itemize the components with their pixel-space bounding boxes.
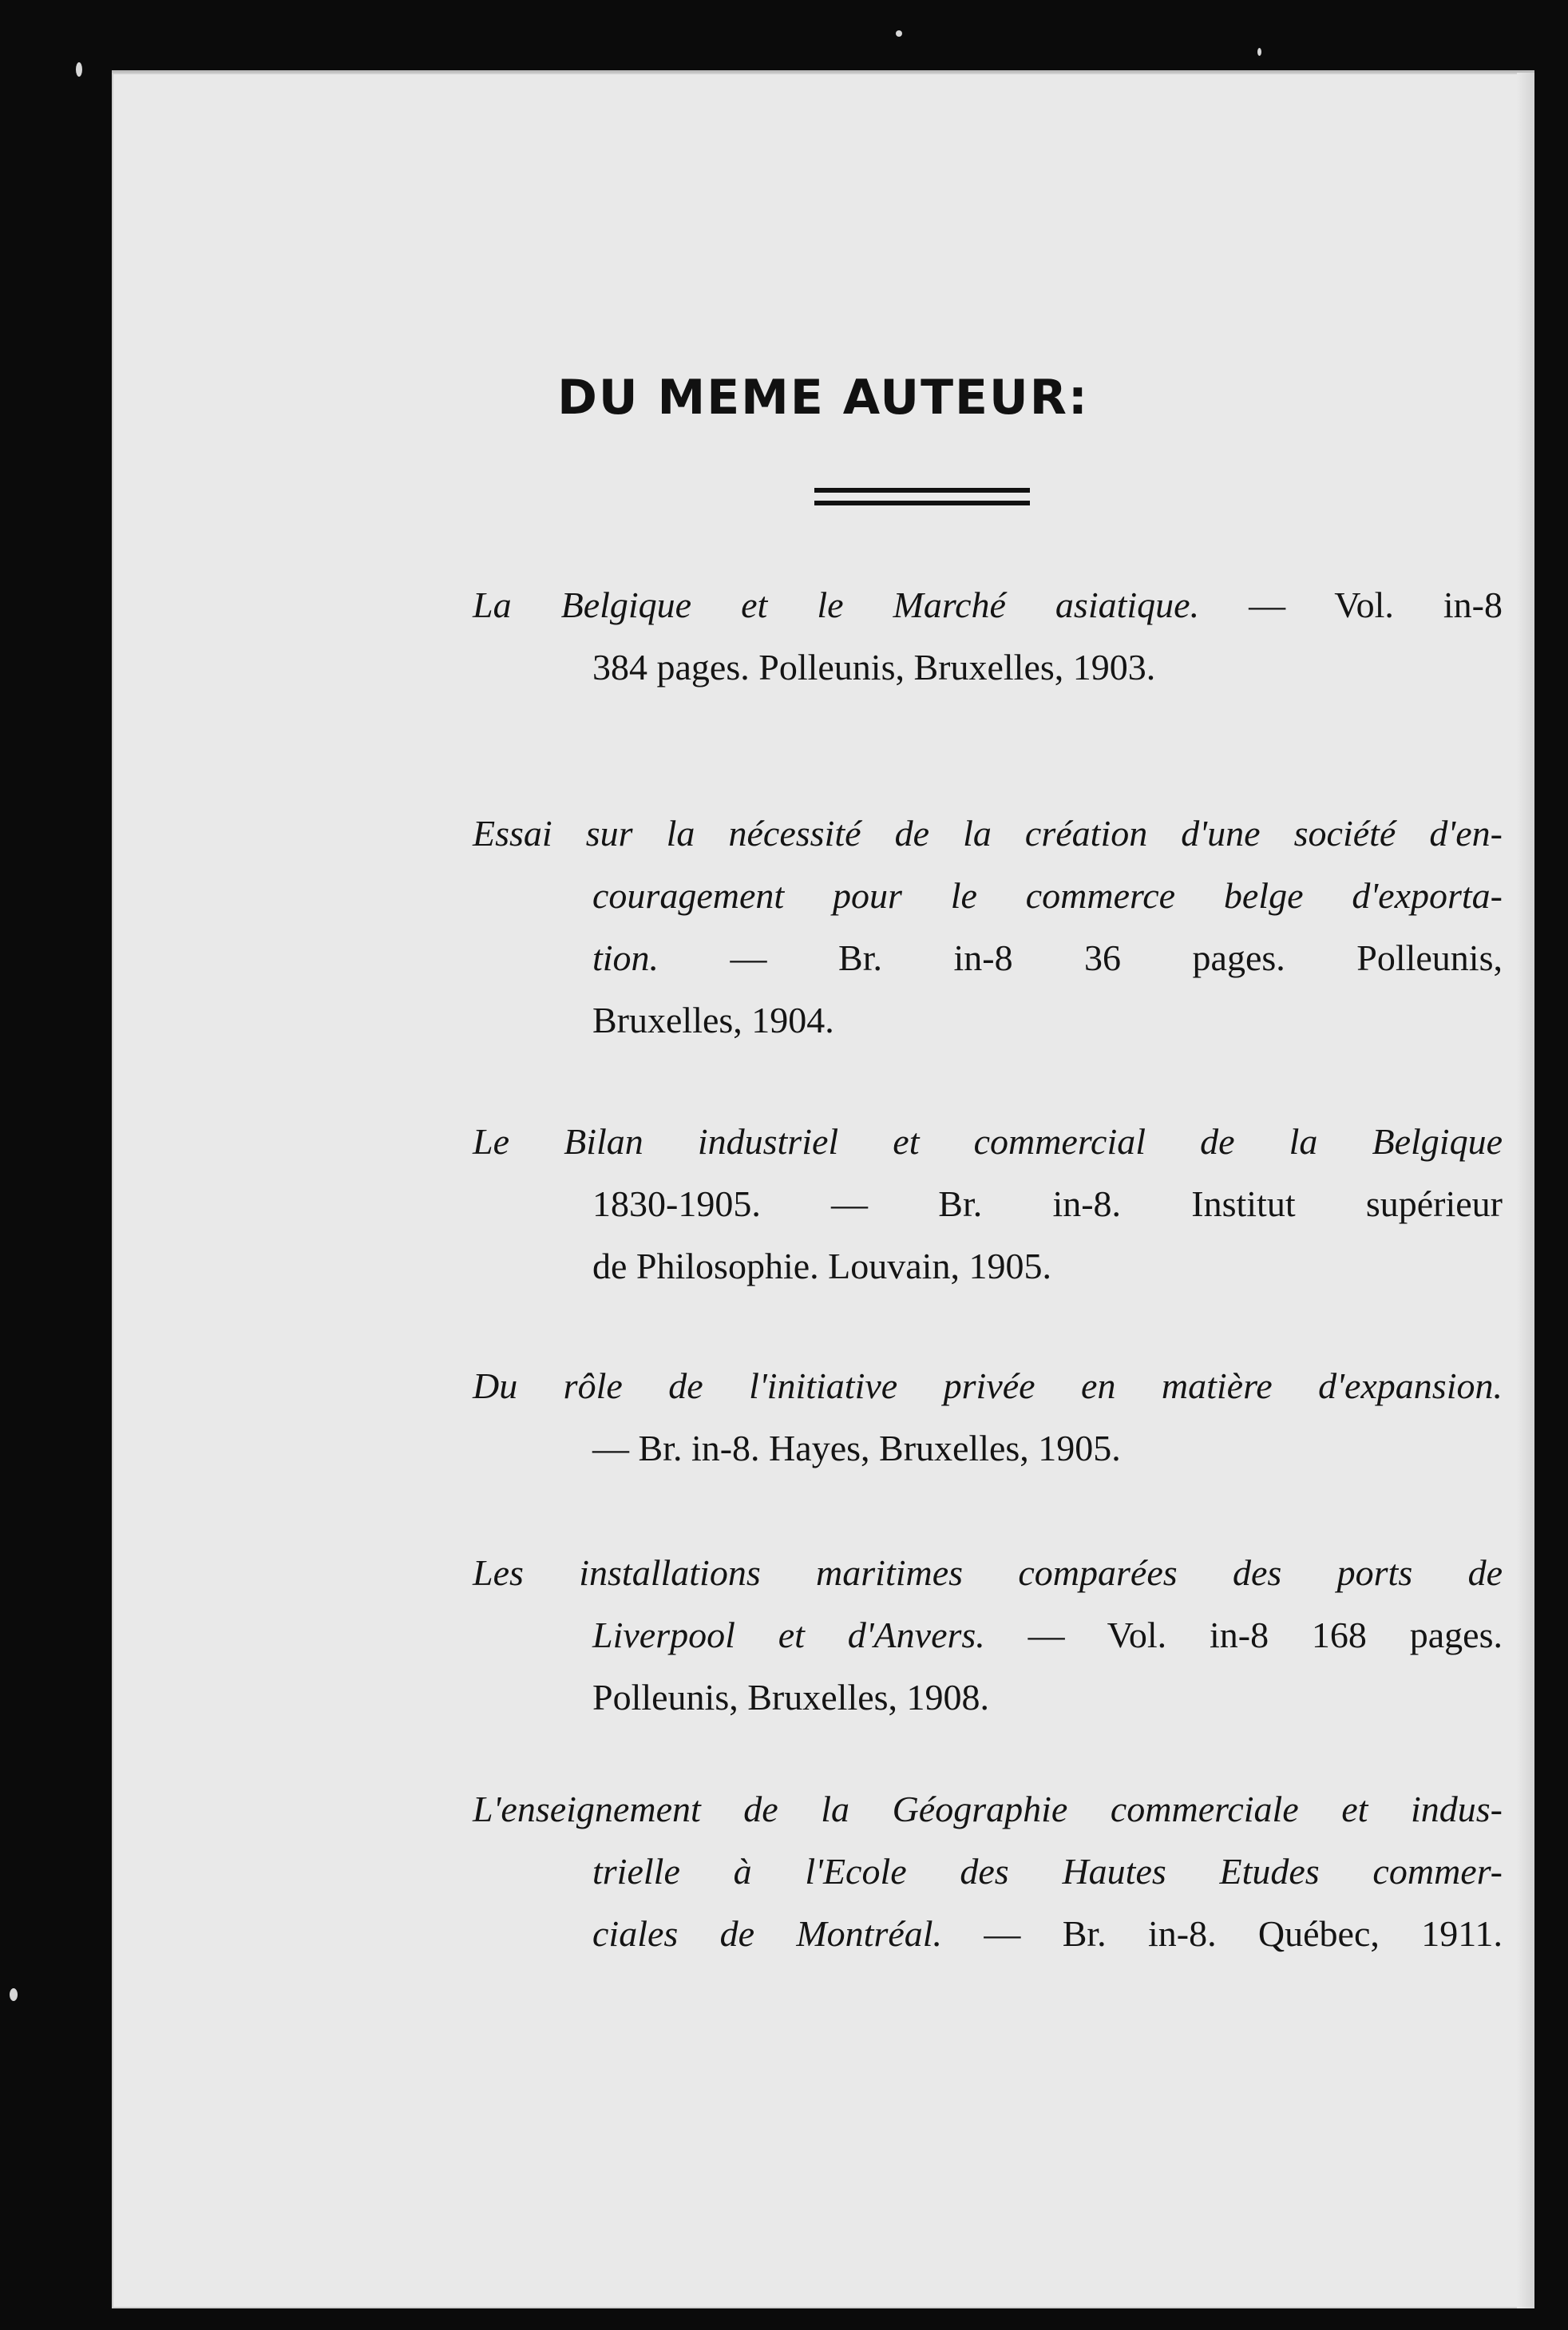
page-heading: DU MEME AUTEUR: bbox=[557, 370, 1089, 426]
bibliography-entry bbox=[473, 1778, 1503, 1965]
entry-title: La Belgique et le Marché asiatique. bbox=[473, 584, 1200, 625]
heading-rule-top bbox=[814, 488, 1030, 493]
entry-details: 1830-1905. — Br. in-8. Institut supérieur bbox=[592, 1183, 1503, 1224]
entry-line bbox=[473, 1778, 1503, 1841]
scan-speck bbox=[896, 30, 902, 37]
entry-line bbox=[473, 1235, 1503, 1298]
bibliography-entry bbox=[473, 574, 1503, 699]
entry-title: couragement pour le commerce belge d'exporta- bbox=[592, 875, 1503, 916]
bibliography-entry bbox=[473, 1355, 1503, 1480]
entry-line bbox=[473, 802, 1503, 865]
entry-title: Du rôle de l'initiative privée en matière d'expansion. bbox=[473, 1365, 1503, 1406]
entry-details: — Br. in-8. Hayes, Bruxelles, 1905. bbox=[592, 1428, 1121, 1468]
entry-details: de Philosophie. Louvain, 1905. bbox=[592, 1246, 1051, 1286]
entry-line bbox=[473, 1841, 1503, 1903]
entry-line bbox=[473, 1903, 1503, 1965]
entry-title: Liverpool et d'Anvers. bbox=[592, 1615, 985, 1655]
entry-title: Le Bilan industriel et commercial de la Belgique bbox=[473, 1121, 1503, 1162]
entry-details: — Vol. in-8 168 pages. bbox=[984, 1615, 1503, 1655]
entry-details: — Vol. in-8 bbox=[1199, 584, 1503, 625]
bibliography-entry bbox=[473, 1111, 1503, 1298]
entry-title: Essai sur la nécessité de la création d'une société d'en- bbox=[473, 813, 1503, 854]
entry-details: 384 pages. Polleunis, Bruxelles, 1903. bbox=[592, 647, 1156, 688]
entry-line bbox=[473, 1542, 1503, 1604]
entry-title: L'enseignement de la Géographie commerciale et indus- bbox=[473, 1789, 1503, 1829]
entry-title: ciales de Montréal. bbox=[592, 1913, 943, 1954]
entry-line bbox=[473, 1173, 1503, 1235]
entry-line bbox=[473, 989, 1503, 1052]
entry-title: tion. bbox=[592, 937, 659, 978]
entry-title: Les installations maritimes comparées des ports de bbox=[473, 1552, 1503, 1593]
entry-details: Bruxelles, 1904. bbox=[592, 1000, 834, 1040]
entry-line bbox=[473, 1604, 1503, 1666]
entry-line bbox=[473, 927, 1503, 989]
scan-speck bbox=[10, 1988, 18, 2001]
entry-line bbox=[473, 574, 1503, 636]
bibliography-entry bbox=[473, 802, 1503, 1052]
entry-details: Polleunis, Bruxelles, 1908. bbox=[592, 1677, 990, 1718]
entry-line bbox=[473, 1355, 1503, 1417]
scan-speck bbox=[76, 62, 82, 77]
book-page bbox=[112, 70, 1534, 2308]
entry-line bbox=[473, 636, 1503, 699]
entry-details: — Br. in-8 36 pages. Polleunis, bbox=[659, 937, 1503, 978]
scan-speck bbox=[1257, 48, 1261, 56]
entry-line bbox=[473, 1111, 1503, 1173]
entry-line bbox=[473, 1666, 1503, 1729]
entry-line bbox=[473, 1417, 1503, 1480]
entry-line bbox=[473, 865, 1503, 927]
entry-details: — Br. in-8. Québec, 1911. bbox=[942, 1913, 1503, 1954]
entry-title: trielle à l'Ecole des Hautes Etudes commer- bbox=[592, 1851, 1503, 1892]
heading-rule-bottom bbox=[814, 501, 1030, 505]
bibliography-entry bbox=[473, 1542, 1503, 1729]
